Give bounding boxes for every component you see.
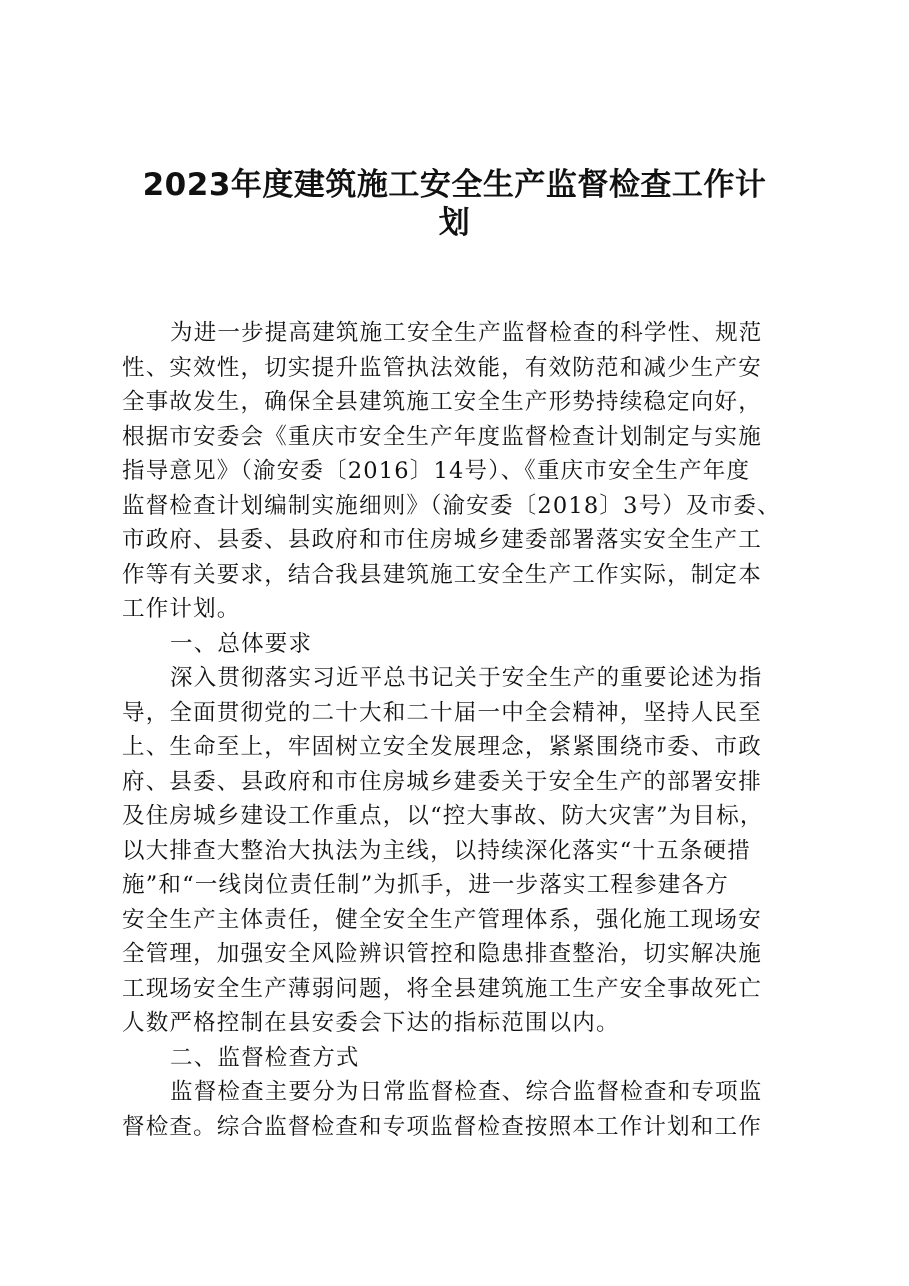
- paragraph-line: 全事故发生，确保全县建筑施工安全生产形势持续稳定向好，: [122, 389, 762, 415]
- paragraph-line: 根据市安委会《重庆市安全生产年度监督检查计划制定与实施: [122, 423, 762, 450]
- paragraph-line: 深入贯彻落实习近平总书记关于安全生产的重要论述为指: [170, 665, 763, 691]
- paragraph-line: 市政府、县委、县政府和市住房城乡建委部署落实安全生产工: [122, 527, 762, 553]
- section-heading: 二、监督检查方式: [170, 1044, 360, 1071]
- paragraph-line: 安全生产主体责任，健全安全生产管理体系，强化施工现场安: [122, 906, 762, 933]
- paragraph-line: 监督检查计划编制实施细则》（渝安委〔2018〕3号）及市委、: [122, 492, 781, 519]
- paragraph-line: 监督检查主要分为日常监督检查、综合监督检查和专项监: [170, 1079, 763, 1105]
- document-body: [122, 316, 802, 1144]
- paragraph-line: 工现场安全生产薄弱问题，将全县建筑施工生产安全事故死亡: [122, 975, 762, 1002]
- paragraph-line: 指导意见》（渝安委〔2016〕14号）、《重庆市安全生产年度: [122, 458, 751, 484]
- paragraph-line: 工作计划。: [122, 596, 241, 622]
- paragraph-line: 及住房城乡建设工作重点，以“控大事故、防大灾害”为目标，: [122, 803, 764, 829]
- paragraph-line: 人数严格控制在县安委会下达的指标范围以内。: [122, 1010, 620, 1036]
- section-heading: 一、总体要求: [170, 630, 313, 657]
- document-title-line-2: 划: [438, 205, 471, 241]
- paragraph-line: 性、实效性，切实提升监管执法效能，有效防范和减少生产安: [122, 354, 762, 381]
- paragraph-line: 督检查。综合监督检查和专项监督检查按照本工作计划和工作: [122, 1113, 762, 1140]
- document-title-line-1: 2023年度建筑施工安全生产监督检查工作计: [142, 167, 767, 203]
- paragraph-line: 导，全面贯彻党的二十大和二十届一中全会精神，坚持人民至: [122, 699, 762, 726]
- paragraph-line: 为进一步提高建筑施工安全生产监督检查的科学性、规范: [170, 320, 763, 346]
- paragraph-line: 上、生命至上，牢固树立安全发展理念，紧紧围绕市委、市政: [122, 734, 762, 760]
- paragraph-line: 全管理，加强安全风险辨识管控和隐患排查整治，切实解决施: [122, 941, 762, 967]
- paragraph-line: 府、县委、县政府和市住房城乡建委关于安全生产的部署安排: [122, 768, 762, 795]
- paragraph-line: 作等有关要求，结合我县建筑施工安全生产工作实际，制定本: [122, 561, 762, 588]
- paragraph-line: 以大排查大整治大执法为主线，以持续深化落实“十五条硬措: [122, 837, 751, 864]
- paragraph-line: 施”和“一线岗位责任制”为抓手，进一步落实工程参建各方: [122, 872, 729, 898]
